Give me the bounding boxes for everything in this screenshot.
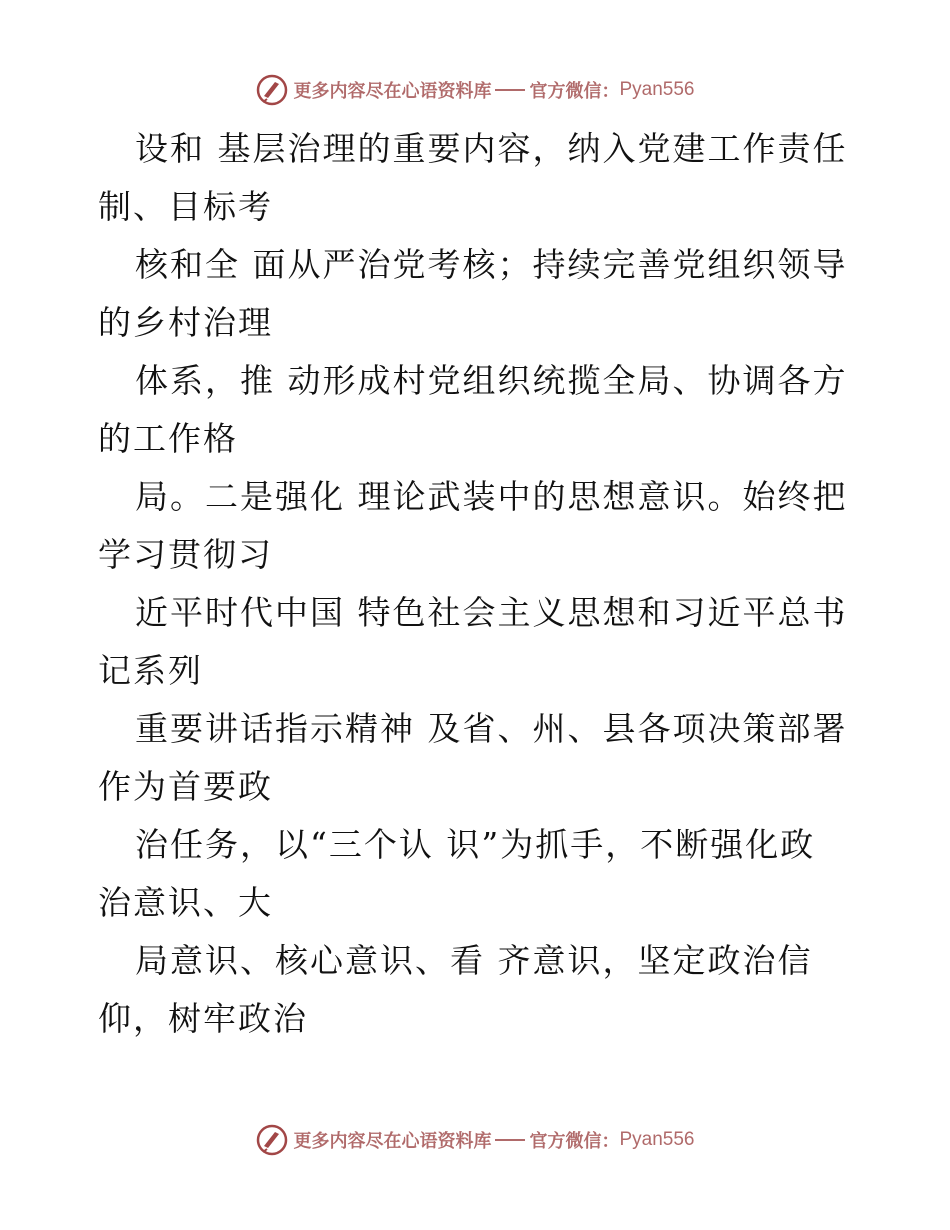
footer-banner — [0, 1120, 950, 1160]
text-line: 局意识、核心意识、看 齐意识，坚定政治信 — [135, 941, 813, 980]
text-line: 的工作格 — [98, 419, 238, 458]
text-line: 仰，树牢政治 — [98, 999, 308, 1038]
text-line: 治意识、大 — [98, 883, 273, 922]
text-line: 记系列 — [98, 651, 203, 690]
banner-wechat-id: Pyan556 — [619, 1129, 695, 1150]
header-banner — [0, 70, 950, 110]
text-line: 的乡村治理 — [98, 303, 273, 342]
banner-wechat-id: Pyan556 — [619, 79, 695, 100]
text-line: 制、目标考 — [98, 187, 273, 226]
document-body — [98, 120, 848, 1048]
text-line: 局。二是强化 理论武装中的思想意识。始终把 — [135, 477, 848, 516]
text-line: 体系，推 动形成村党组织统揽全局、协调各方 — [135, 361, 848, 400]
text-line: 学习贯彻习 — [98, 535, 273, 574]
text-line: 重要讲话指示精神 及省、州、县各项决策部署 — [135, 709, 848, 748]
banner-wechat-label: 官方微信： — [529, 1131, 620, 1152]
text-line: 核和全 面从严治党考核；持续完善党组织领导 — [135, 245, 848, 284]
text-line: 治任务，以“三个认 识”为抓手，不断强化政 — [135, 825, 816, 864]
quill-logo-icon — [255, 73, 289, 107]
banner-title: 更多内容尽在心语资料库 — [293, 1131, 492, 1152]
text-line: 设和 基层治理的重要内容，纳入党建工作责任 — [135, 129, 848, 168]
text-line: 作为首要政 — [98, 767, 273, 806]
banner-dash — [495, 89, 525, 91]
quill-logo-icon — [255, 1123, 289, 1157]
text-line: 近平时代中国 特色社会主义思想和习近平总书 — [135, 593, 848, 632]
banner-wechat-label: 官方微信： — [529, 81, 620, 102]
banner-dash — [495, 1139, 525, 1141]
banner-title: 更多内容尽在心语资料库 — [293, 81, 492, 102]
